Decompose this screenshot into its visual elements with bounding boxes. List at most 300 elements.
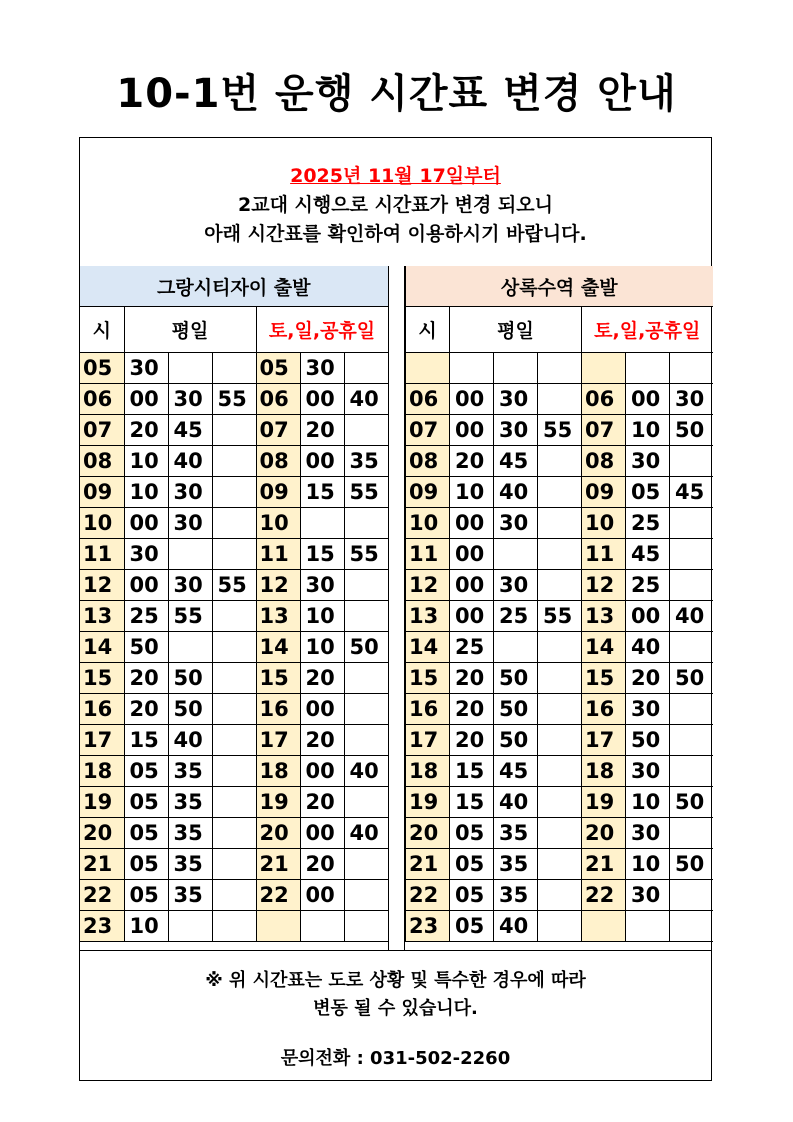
weekday-minute-cell	[538, 384, 582, 415]
weekday-minute-cell	[538, 353, 582, 384]
weekday-minute-cell: 25	[124, 601, 168, 632]
holiday-minute-cell: 25	[626, 508, 670, 539]
table-row	[80, 880, 388, 911]
holiday-minute-cell: 50	[626, 725, 670, 756]
holiday-minute-cell	[344, 880, 388, 911]
weekday-minute-cell	[168, 632, 212, 663]
weekday-minute-cell: 30	[494, 508, 538, 539]
table-row	[80, 911, 388, 942]
holiday-minute-cell: 20	[300, 415, 344, 446]
table-row	[80, 415, 388, 446]
holiday-minute-cell	[670, 570, 713, 601]
holiday-minute-cell	[344, 725, 388, 756]
weekday-hour-cell: 20	[80, 818, 124, 849]
weekday-minute-cell	[212, 663, 256, 694]
holiday-hour-cell: 17	[582, 725, 626, 756]
weekday-hour-cell: 09	[80, 477, 124, 508]
weekday-hour-cell: 09	[406, 477, 450, 508]
table-row	[80, 446, 388, 477]
holiday-minute-cell: 00	[300, 384, 344, 415]
weekday-hour-cell: 10	[80, 508, 124, 539]
weekday-minute-cell: 10	[124, 477, 168, 508]
weekday-minute-cell: 35	[168, 756, 212, 787]
table-row	[80, 570, 388, 601]
weekday-minute-cell: 50	[168, 694, 212, 725]
holiday-hour-cell: 18	[256, 756, 300, 787]
weekday-hour-cell: 20	[406, 818, 450, 849]
table-row	[80, 694, 388, 725]
left-table-title: 그랑시티자이 출발	[80, 266, 388, 307]
holiday-minute-cell	[626, 353, 670, 384]
weekday-hour-cell: 22	[406, 880, 450, 911]
holiday-minute-cell	[626, 911, 670, 942]
footer-disclaimer-1: ※ 위 시간표는 도로 상황 및 특수한 경우에 따라	[205, 970, 586, 991]
holiday-hour-cell: 14	[256, 632, 300, 663]
right-holiday-header: 토,일,공휴일	[582, 307, 713, 353]
weekday-minute-cell	[538, 570, 582, 601]
table-row	[406, 446, 713, 477]
weekday-minute-cell: 45	[494, 446, 538, 477]
weekday-minute-cell	[212, 508, 256, 539]
change-notice	[80, 138, 711, 266]
weekday-minute-cell	[494, 353, 538, 384]
sangnoksu-station-departure-table	[405, 266, 713, 942]
table-row	[80, 663, 388, 694]
holiday-minute-cell	[670, 632, 713, 663]
holiday-hour-cell: 13	[582, 601, 626, 632]
weekday-minute-cell: 00	[450, 508, 494, 539]
weekday-minute-cell	[538, 787, 582, 818]
weekday-minute-cell	[538, 663, 582, 694]
weekday-minute-cell	[538, 694, 582, 725]
weekday-minute-cell	[538, 849, 582, 880]
holiday-minute-cell: 45	[670, 477, 713, 508]
weekday-minute-cell: 40	[494, 787, 538, 818]
holiday-minute-cell	[670, 818, 713, 849]
weekday-minute-cell	[168, 539, 212, 570]
weekday-hour-cell: 23	[406, 911, 450, 942]
weekday-minute-cell: 00	[450, 570, 494, 601]
holiday-minute-cell: 50	[344, 632, 388, 663]
weekday-minute-cell: 25	[450, 632, 494, 663]
weekday-hour-cell: 07	[406, 415, 450, 446]
weekday-hour-cell: 12	[80, 570, 124, 601]
left-hour-header: 시	[80, 307, 124, 353]
weekday-minute-cell: 20	[450, 663, 494, 694]
weekday-minute-cell: 05	[450, 849, 494, 880]
weekday-minute-cell	[212, 787, 256, 818]
weekday-minute-cell: 20	[450, 446, 494, 477]
table-divider	[388, 266, 405, 950]
holiday-minute-cell: 20	[300, 787, 344, 818]
holiday-minute-cell: 10	[300, 601, 344, 632]
weekday-minute-cell: 00	[450, 539, 494, 570]
weekday-hour-cell: 06	[406, 384, 450, 415]
holiday-minute-cell	[670, 725, 713, 756]
weekday-minute-cell: 30	[494, 415, 538, 446]
weekday-minute-cell: 40	[168, 446, 212, 477]
table-row	[80, 725, 388, 756]
table-row	[80, 632, 388, 663]
weekday-minute-cell: 50	[494, 725, 538, 756]
weekday-minute-cell: 30	[124, 353, 168, 384]
table-row	[406, 415, 713, 446]
holiday-minute-cell: 10	[300, 632, 344, 663]
weekday-minute-cell: 20	[124, 694, 168, 725]
weekday-minute-cell: 30	[168, 508, 212, 539]
weekday-minute-cell: 40	[168, 725, 212, 756]
left-weekday-header: 평일	[124, 307, 256, 353]
weekday-minute-cell: 40	[494, 477, 538, 508]
weekday-hour-cell: 15	[80, 663, 124, 694]
weekday-minute-cell: 20	[124, 663, 168, 694]
holiday-minute-cell: 25	[626, 570, 670, 601]
weekday-minute-cell: 00	[450, 601, 494, 632]
holiday-hour-cell: 08	[582, 446, 626, 477]
weekday-minute-cell	[538, 880, 582, 911]
weekday-minute-cell: 20	[124, 415, 168, 446]
table-row	[406, 601, 713, 632]
holiday-minute-cell: 10	[626, 787, 670, 818]
weekday-hour-cell: 06	[80, 384, 124, 415]
contact-phone: 문의전화 : 031-502-2260	[280, 1048, 511, 1069]
weekday-minute-cell: 50	[124, 632, 168, 663]
weekday-minute-cell: 00	[450, 415, 494, 446]
weekday-minute-cell: 15	[450, 787, 494, 818]
holiday-hour-cell: 22	[582, 880, 626, 911]
holiday-minute-cell: 50	[670, 787, 713, 818]
table-row	[406, 880, 713, 911]
holiday-minute-cell: 10	[626, 849, 670, 880]
weekday-minute-cell: 25	[494, 601, 538, 632]
holiday-minute-cell	[670, 911, 713, 942]
weekday-minute-cell: 50	[168, 663, 212, 694]
right-hour-header: 시	[406, 307, 450, 353]
weekday-minute-cell	[212, 694, 256, 725]
weekday-minute-cell	[212, 446, 256, 477]
holiday-minute-cell: 00	[300, 694, 344, 725]
table-row	[406, 911, 713, 942]
weekday-hour-cell	[406, 353, 450, 384]
holiday-minute-cell	[344, 415, 388, 446]
holiday-minute-cell: 55	[344, 539, 388, 570]
weekday-minute-cell: 05	[450, 911, 494, 942]
weekday-minute-cell: 05	[124, 880, 168, 911]
weekday-minute-cell: 30	[168, 384, 212, 415]
holiday-hour-cell: 20	[582, 818, 626, 849]
table-row	[80, 477, 388, 508]
table-row	[80, 384, 388, 415]
notice-line-2: 2교대 시행으로 시간표가 변경 되오니	[238, 194, 553, 216]
weekday-hour-cell: 11	[80, 539, 124, 570]
holiday-hour-cell: 19	[256, 787, 300, 818]
holiday-hour-cell: 16	[256, 694, 300, 725]
holiday-minute-cell: 30	[626, 880, 670, 911]
weekday-hour-cell: 10	[406, 508, 450, 539]
holiday-minute-cell: 00	[300, 880, 344, 911]
table-row	[406, 849, 713, 880]
weekday-minute-cell	[212, 477, 256, 508]
holiday-hour-cell: 20	[256, 818, 300, 849]
holiday-hour-cell: 18	[582, 756, 626, 787]
weekday-minute-cell: 35	[168, 849, 212, 880]
holiday-minute-cell: 30	[626, 446, 670, 477]
holiday-minute-cell	[344, 911, 388, 942]
weekday-minute-cell	[538, 477, 582, 508]
weekday-hour-cell: 18	[406, 756, 450, 787]
weekday-minute-cell: 05	[450, 880, 494, 911]
holiday-minute-cell: 20	[626, 663, 670, 694]
holiday-hour-cell: 06	[582, 384, 626, 415]
weekday-minute-cell	[538, 725, 582, 756]
weekday-minute-cell: 30	[124, 539, 168, 570]
weekday-minute-cell: 35	[168, 787, 212, 818]
table-row	[406, 818, 713, 849]
weekday-hour-cell: 19	[406, 787, 450, 818]
holiday-minute-cell: 10	[626, 415, 670, 446]
weekday-minute-cell	[212, 849, 256, 880]
table-row	[80, 539, 388, 570]
table-row	[406, 353, 713, 384]
weekday-minute-cell: 20	[450, 694, 494, 725]
table-row	[406, 384, 713, 415]
weekday-minute-cell: 50	[494, 694, 538, 725]
weekday-hour-cell: 17	[80, 725, 124, 756]
weekday-minute-cell: 00	[124, 384, 168, 415]
weekday-minute-cell: 55	[168, 601, 212, 632]
weekday-minute-cell	[538, 818, 582, 849]
holiday-minute-cell	[344, 508, 388, 539]
holiday-minute-cell: 55	[344, 477, 388, 508]
holiday-minute-cell: 30	[300, 353, 344, 384]
holiday-minute-cell: 20	[300, 663, 344, 694]
weekday-hour-cell: 18	[80, 756, 124, 787]
table-row	[80, 787, 388, 818]
weekday-minute-cell	[212, 415, 256, 446]
holiday-minute-cell	[344, 694, 388, 725]
holiday-minute-cell	[344, 353, 388, 384]
weekday-minute-cell: 15	[450, 756, 494, 787]
holiday-hour-cell: 10	[256, 508, 300, 539]
holiday-minute-cell: 40	[344, 818, 388, 849]
weekday-minute-cell	[168, 911, 212, 942]
weekday-hour-cell: 07	[80, 415, 124, 446]
holiday-minute-cell: 40	[670, 601, 713, 632]
holiday-minute-cell: 40	[344, 756, 388, 787]
notice-line-3: 아래 시간표를 확인하여 이용하시기 바랍니다.	[204, 223, 587, 245]
weekday-minute-cell: 55	[538, 601, 582, 632]
weekday-minute-cell: 00	[450, 384, 494, 415]
weekday-minute-cell	[450, 353, 494, 384]
holiday-minute-cell: 00	[300, 446, 344, 477]
holiday-minute-cell: 15	[300, 539, 344, 570]
holiday-minute-cell	[670, 694, 713, 725]
weekday-hour-cell: 22	[80, 880, 124, 911]
weekday-minute-cell	[212, 725, 256, 756]
weekday-minute-cell: 10	[124, 911, 168, 942]
holiday-minute-cell	[670, 508, 713, 539]
weekday-minute-cell: 30	[168, 477, 212, 508]
holiday-minute-cell: 30	[626, 694, 670, 725]
table-row	[80, 756, 388, 787]
holiday-minute-cell	[300, 911, 344, 942]
holiday-hour-cell: 19	[582, 787, 626, 818]
holiday-minute-cell: 30	[626, 818, 670, 849]
holiday-hour-cell: 06	[256, 384, 300, 415]
weekday-hour-cell: 12	[406, 570, 450, 601]
weekday-minute-cell: 45	[494, 756, 538, 787]
table-row	[406, 694, 713, 725]
holiday-minute-cell: 15	[300, 477, 344, 508]
weekday-hour-cell: 05	[80, 353, 124, 384]
weekday-hour-cell: 16	[80, 694, 124, 725]
weekday-hour-cell: 16	[406, 694, 450, 725]
weekday-minute-cell: 00	[124, 508, 168, 539]
weekday-hour-cell: 13	[406, 601, 450, 632]
holiday-minute-cell: 00	[300, 818, 344, 849]
holiday-hour-cell: 05	[256, 353, 300, 384]
table-row	[80, 601, 388, 632]
holiday-minute-cell: 50	[670, 849, 713, 880]
holiday-hour-cell: 15	[256, 663, 300, 694]
holiday-hour-cell: 22	[256, 880, 300, 911]
holiday-minute-cell	[670, 539, 713, 570]
weekday-minute-cell	[212, 539, 256, 570]
page-title: 10-1번 운행 시간표 변경 안내	[116, 71, 677, 117]
holiday-minute-cell: 20	[300, 725, 344, 756]
holiday-hour-cell	[256, 911, 300, 942]
weekday-minute-cell: 00	[124, 570, 168, 601]
footer-note	[80, 950, 711, 1081]
holiday-minute-cell	[344, 787, 388, 818]
timetable-frame	[79, 137, 712, 1081]
holiday-hour-cell: 17	[256, 725, 300, 756]
holiday-hour-cell: 12	[256, 570, 300, 601]
weekday-hour-cell: 13	[80, 601, 124, 632]
holiday-minute-cell: 50	[670, 663, 713, 694]
holiday-hour-cell: 14	[582, 632, 626, 663]
table-row	[80, 353, 388, 384]
table-row	[80, 849, 388, 880]
weekday-hour-cell: 21	[406, 849, 450, 880]
weekday-minute-cell	[168, 353, 212, 384]
holiday-minute-cell	[670, 756, 713, 787]
holiday-minute-cell: 00	[300, 756, 344, 787]
right-weekday-header: 평일	[450, 307, 582, 353]
grandcity-xi-departure-table	[80, 266, 389, 942]
holiday-hour-cell	[582, 353, 626, 384]
weekday-minute-cell	[212, 756, 256, 787]
holiday-minute-cell: 20	[300, 849, 344, 880]
weekday-minute-cell: 35	[494, 818, 538, 849]
table-row	[80, 818, 388, 849]
weekday-hour-cell: 11	[406, 539, 450, 570]
weekday-hour-cell: 08	[406, 446, 450, 477]
weekday-minute-cell: 45	[168, 415, 212, 446]
weekday-minute-cell: 55	[212, 570, 256, 601]
weekday-minute-cell	[494, 539, 538, 570]
weekday-minute-cell: 05	[124, 787, 168, 818]
weekday-minute-cell: 05	[124, 756, 168, 787]
weekday-hour-cell: 23	[80, 911, 124, 942]
weekday-minute-cell: 35	[494, 849, 538, 880]
holiday-minute-cell: 30	[670, 384, 713, 415]
weekday-minute-cell: 30	[168, 570, 212, 601]
table-row	[406, 477, 713, 508]
table-row	[406, 508, 713, 539]
weekday-minute-cell	[538, 539, 582, 570]
left-holiday-header: 토,일,공휴일	[256, 307, 388, 353]
table-row	[406, 787, 713, 818]
holiday-hour-cell: 08	[256, 446, 300, 477]
effective-date: 2025년 11월 17일부터	[290, 165, 501, 187]
weekday-minute-cell: 15	[124, 725, 168, 756]
holiday-minute-cell	[344, 601, 388, 632]
weekday-minute-cell	[538, 632, 582, 663]
weekday-minute-cell: 05	[450, 818, 494, 849]
weekday-minute-cell	[538, 508, 582, 539]
weekday-hour-cell: 14	[406, 632, 450, 663]
holiday-hour-cell: 07	[256, 415, 300, 446]
holiday-minute-cell: 45	[626, 539, 670, 570]
holiday-hour-cell	[582, 911, 626, 942]
weekday-minute-cell: 40	[494, 911, 538, 942]
table-row	[406, 756, 713, 787]
weekday-minute-cell	[212, 911, 256, 942]
holiday-hour-cell: 15	[582, 663, 626, 694]
table-row	[406, 539, 713, 570]
holiday-hour-cell: 21	[256, 849, 300, 880]
holiday-minute-cell: 00	[626, 384, 670, 415]
weekday-hour-cell: 17	[406, 725, 450, 756]
table-row	[406, 632, 713, 663]
holiday-hour-cell: 11	[582, 539, 626, 570]
holiday-minute-cell: 00	[626, 601, 670, 632]
weekday-hour-cell: 08	[80, 446, 124, 477]
weekday-minute-cell	[212, 818, 256, 849]
weekday-minute-cell: 50	[494, 663, 538, 694]
weekday-minute-cell: 10	[450, 477, 494, 508]
table-row	[406, 663, 713, 694]
holiday-minute-cell	[344, 849, 388, 880]
holiday-hour-cell: 07	[582, 415, 626, 446]
holiday-minute-cell	[344, 663, 388, 694]
footer-disclaimer-2: 변동 될 수 있습니다.	[313, 998, 478, 1019]
holiday-minute-cell: 40	[626, 632, 670, 663]
weekday-hour-cell: 19	[80, 787, 124, 818]
weekday-minute-cell	[538, 756, 582, 787]
weekday-minute-cell	[494, 632, 538, 663]
holiday-minute-cell	[670, 446, 713, 477]
holiday-hour-cell: 13	[256, 601, 300, 632]
weekday-hour-cell: 15	[406, 663, 450, 694]
holiday-minute-cell: 40	[344, 384, 388, 415]
weekday-minute-cell: 10	[124, 446, 168, 477]
holiday-hour-cell: 16	[582, 694, 626, 725]
weekday-hour-cell: 21	[80, 849, 124, 880]
weekday-minute-cell: 35	[168, 880, 212, 911]
weekday-minute-cell	[212, 601, 256, 632]
weekday-minute-cell: 35	[494, 880, 538, 911]
weekday-minute-cell: 05	[124, 818, 168, 849]
weekday-minute-cell: 20	[450, 725, 494, 756]
weekday-minute-cell: 30	[494, 570, 538, 601]
holiday-minute-cell	[300, 508, 344, 539]
holiday-minute-cell: 30	[300, 570, 344, 601]
holiday-hour-cell: 21	[582, 849, 626, 880]
right-table-title: 상록수역 출발	[406, 266, 713, 307]
holiday-hour-cell: 09	[256, 477, 300, 508]
